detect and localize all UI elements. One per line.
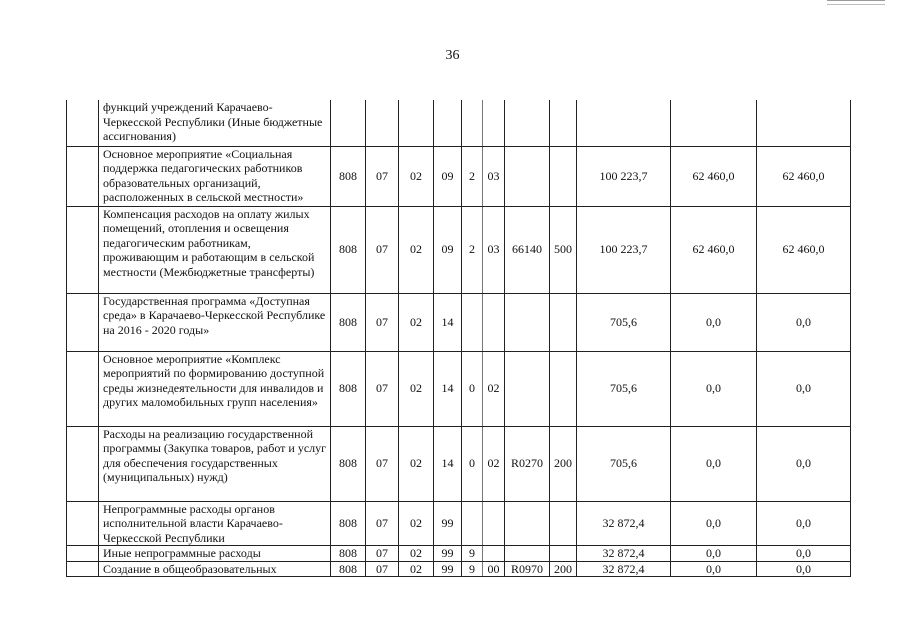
event-cell <box>483 501 505 546</box>
subprogram-cell: 9 <box>462 561 483 577</box>
table-row <box>67 426 851 501</box>
amount-2019-cell: 0,0 <box>671 501 757 546</box>
amount-2018-cell <box>577 100 671 146</box>
section-cell: 07 <box>366 426 399 501</box>
ministry-code-cell: 808 <box>331 426 366 501</box>
scan-corner-mark <box>827 0 885 5</box>
subprogram-cell <box>462 501 483 546</box>
page-number: 36 <box>445 48 460 63</box>
program-cell: 99 <box>434 561 462 577</box>
amount-2020-cell <box>757 100 851 146</box>
direction-cell: 66140 <box>505 206 550 293</box>
direction-cell <box>505 351 550 426</box>
direction-cell: R0270 <box>505 426 550 501</box>
amount-2018-cell: 100 223,7 <box>577 146 671 206</box>
table-row <box>67 351 851 426</box>
table-row <box>67 146 851 206</box>
subprogram-cell: 0 <box>462 351 483 426</box>
subsection-cell: 02 <box>399 351 434 426</box>
direction-cell <box>505 293 550 351</box>
amount-2020-cell: 0,0 <box>757 426 851 501</box>
direction-cell <box>505 146 550 206</box>
event-cell: 00 <box>483 561 505 577</box>
item-name-cell: Расходы на реализацию государственной программы (Закупка товаров, работ и услуг для обеспечения государственных (муниципальных) нужд) <box>99 426 331 501</box>
amount-2019-cell: 62 460,0 <box>671 206 757 293</box>
table-row <box>67 546 851 562</box>
section-cell: 07 <box>366 146 399 206</box>
amount-2018-cell: 100 223,7 <box>577 206 671 293</box>
amount-2020-cell: 0,0 <box>757 501 851 546</box>
amount-2018-cell: 32 872,4 <box>577 561 671 577</box>
event-cell <box>483 293 505 351</box>
amount-2020-cell: 0,0 <box>757 293 851 351</box>
item-name-cell: Основное мероприятие «Комплекс мероприятий по формированию доступной среды жизнедеятельности для инвалидов и других маломобильных групп населения» <box>99 351 331 426</box>
amount-2018-cell: 32 872,4 <box>577 546 671 562</box>
table-row <box>67 501 851 546</box>
item-name-cell: Создание в общеобразовательных <box>99 561 331 577</box>
ministry-code-cell: 808 <box>331 206 366 293</box>
row-number-cell <box>67 351 99 426</box>
expense-type-cell: 200 <box>550 561 577 577</box>
table-row <box>67 206 851 293</box>
item-name-cell: функций учреждений Карачаево-Черкесской Республики (Иные бюджетные ассигнования) <box>99 100 331 146</box>
ministry-code-cell: 808 <box>331 351 366 426</box>
direction-cell <box>505 100 550 146</box>
event-cell: 02 <box>483 351 505 426</box>
amount-2020-cell: 0,0 <box>757 561 851 577</box>
section-cell: 07 <box>366 561 399 577</box>
amount-2018-cell: 705,6 <box>577 426 671 501</box>
amount-2019-cell: 0,0 <box>671 561 757 577</box>
amount-2020-cell: 0,0 <box>757 351 851 426</box>
amount-2020-cell: 62 460,0 <box>757 206 851 293</box>
subprogram-cell: 2 <box>462 206 483 293</box>
subsection-cell <box>399 100 434 146</box>
direction-cell <box>505 501 550 546</box>
ministry-code-cell: 808 <box>331 561 366 577</box>
section-cell: 07 <box>366 351 399 426</box>
row-number-cell <box>67 561 99 577</box>
section-cell <box>366 100 399 146</box>
event-cell <box>483 546 505 562</box>
amount-2019-cell: 0,0 <box>671 546 757 562</box>
expense-type-cell: 200 <box>550 426 577 501</box>
program-cell: 09 <box>434 146 462 206</box>
direction-cell <box>505 546 550 562</box>
item-name-cell: Иные непрограммные расходы <box>99 546 331 562</box>
direction-cell: R0970 <box>505 561 550 577</box>
expense-type-cell <box>550 501 577 546</box>
table-row <box>67 100 851 146</box>
ministry-code-cell <box>331 100 366 146</box>
row-number-cell <box>67 546 99 562</box>
amount-2019-cell: 0,0 <box>671 351 757 426</box>
expense-type-cell <box>550 293 577 351</box>
section-cell: 07 <box>366 501 399 546</box>
section-cell: 07 <box>366 293 399 351</box>
subsection-cell: 02 <box>399 206 434 293</box>
expense-type-cell <box>550 146 577 206</box>
section-cell: 07 <box>366 206 399 293</box>
ministry-code-cell: 808 <box>331 293 366 351</box>
amount-2020-cell: 62 460,0 <box>757 146 851 206</box>
subsection-cell: 02 <box>399 501 434 546</box>
ministry-code-cell: 808 <box>331 146 366 206</box>
subsection-cell: 02 <box>399 546 434 562</box>
row-number-cell <box>67 293 99 351</box>
section-cell: 07 <box>366 546 399 562</box>
expense-type-cell: 500 <box>550 206 577 293</box>
amount-2018-cell: 705,6 <box>577 293 671 351</box>
subsection-cell: 02 <box>399 293 434 351</box>
program-cell <box>434 100 462 146</box>
subprogram-cell <box>462 293 483 351</box>
amount-2019-cell: 62 460,0 <box>671 146 757 206</box>
subprogram-cell: 2 <box>462 146 483 206</box>
event-cell: 03 <box>483 206 505 293</box>
program-cell: 14 <box>434 293 462 351</box>
budget-table <box>66 100 851 577</box>
amount-2019-cell <box>671 100 757 146</box>
amount-2019-cell: 0,0 <box>671 293 757 351</box>
subsection-cell: 02 <box>399 146 434 206</box>
row-number-cell <box>67 146 99 206</box>
subsection-cell: 02 <box>399 561 434 577</box>
item-name-cell: Компенсация расходов на оплату жилых помещений, отопления и освещения педагогическим работникам, проживающим и работающим в сельской местности (Межбюджетные трансферты) <box>99 206 331 293</box>
ministry-code-cell: 808 <box>331 546 366 562</box>
subprogram-cell: 9 <box>462 546 483 562</box>
event-cell: 03 <box>483 146 505 206</box>
ministry-code-cell: 808 <box>331 501 366 546</box>
program-cell: 99 <box>434 501 462 546</box>
amount-2018-cell: 705,6 <box>577 351 671 426</box>
program-cell: 09 <box>434 206 462 293</box>
amount-2020-cell: 0,0 <box>757 546 851 562</box>
program-cell: 14 <box>434 426 462 501</box>
expense-type-cell <box>550 351 577 426</box>
subprogram-cell: 0 <box>462 426 483 501</box>
row-number-cell <box>67 100 99 146</box>
program-cell: 14 <box>434 351 462 426</box>
row-number-cell <box>67 426 99 501</box>
subprogram-cell <box>462 100 483 146</box>
subsection-cell: 02 <box>399 426 434 501</box>
event-cell: 02 <box>483 426 505 501</box>
row-number-cell <box>67 206 99 293</box>
amount-2018-cell: 32 872,4 <box>577 501 671 546</box>
item-name-cell: Непрограммные расходы органов исполнительной власти Карачаево-Черкесской Республики <box>99 501 331 546</box>
amount-2019-cell: 0,0 <box>671 426 757 501</box>
table-row <box>67 293 851 351</box>
table-row <box>67 561 851 577</box>
expense-type-cell <box>550 546 577 562</box>
item-name-cell: Основное мероприятие «Социальная поддержка педагогических работников образовательных организаций, расположенных в сельской местности» <box>99 146 331 206</box>
row-number-cell <box>67 501 99 546</box>
program-cell: 99 <box>434 546 462 562</box>
expense-type-cell <box>550 100 577 146</box>
event-cell <box>483 100 505 146</box>
item-name-cell: Государственная программа «Доступная среда» в Карачаево-Черкесской Республике на 2016 - 2020 годы» <box>99 293 331 351</box>
